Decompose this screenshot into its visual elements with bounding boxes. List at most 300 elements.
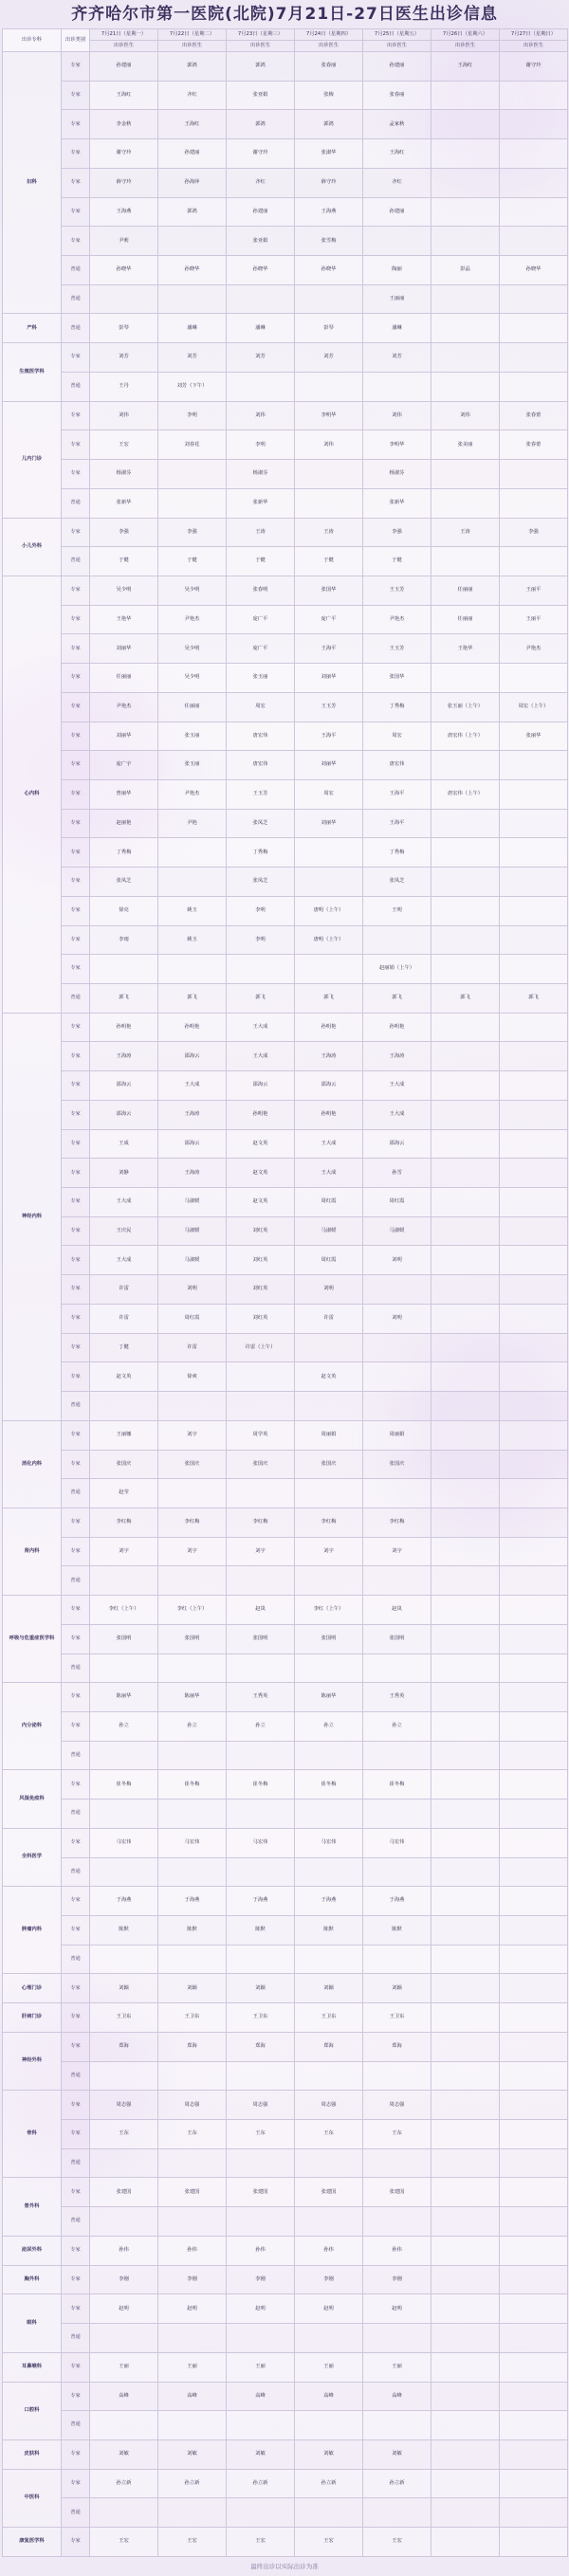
doctor-cell: 潘琳	[227, 314, 295, 343]
doctor-cell	[295, 2498, 363, 2528]
doctor-cell: 王丽娜	[90, 1420, 158, 1450]
doctor-cell: 王玉芳	[363, 634, 431, 664]
doctor-cell: 王海涛	[90, 1042, 158, 1071]
schedule-row	[3, 1507, 568, 1537]
doctor-cell: 崔冬梅	[227, 1770, 295, 1800]
doctor-cell: 张淑华	[295, 139, 363, 169]
doctor-cell: 刘丽华	[90, 634, 158, 664]
doctor-cell	[227, 2148, 295, 2178]
visit-category: 专家	[62, 139, 90, 169]
doctor-cell: 孙立	[90, 1711, 158, 1741]
schedule-row	[3, 1216, 568, 1246]
doctor-cell	[431, 2265, 500, 2294]
doctor-cell	[500, 1188, 568, 1217]
doctor-cell: 张建国	[295, 2178, 363, 2207]
doctor-cell	[295, 1653, 363, 1683]
doctor-cell: 尹艳杰	[90, 692, 158, 722]
doctor-cell	[295, 1945, 363, 1974]
doctor-cell: 于健	[158, 547, 227, 576]
doctor-cell	[227, 1857, 295, 1887]
doctor-cell: 刘颖	[158, 1974, 227, 2003]
doctor-cell: 尹艳杰	[158, 605, 227, 634]
department-name: 生殖医学科	[3, 343, 62, 401]
doctor-cell	[431, 1304, 500, 1333]
visit-category: 专家	[62, 81, 90, 110]
schedule-row	[3, 2528, 568, 2557]
doctor-cell: 赵丽娟（上午）	[363, 955, 431, 984]
doctor-cell: 王艳华	[90, 605, 158, 634]
doctor-cell: 陈丽华	[295, 1683, 363, 1712]
doctor-cell: 王玉芳	[227, 779, 295, 809]
doctor-cell: 刘伟	[227, 401, 295, 430]
doctor-cell	[500, 1596, 568, 1625]
doctor-cell	[500, 1916, 568, 1946]
visit-category: 普通	[62, 1741, 90, 1770]
doctor-cell: 孙晓华	[227, 256, 295, 285]
doctor-cell: 王丽	[363, 2352, 431, 2382]
visit-category: 普通	[62, 547, 90, 576]
doctor-cell: 张国明	[158, 1624, 227, 1653]
visit-category: 专家	[62, 1507, 90, 1537]
doctor-cell: 刘宇	[363, 1537, 431, 1566]
doctor-cell: 赵文英	[90, 1362, 158, 1392]
doctor-cell: 刘宇	[158, 1537, 227, 1566]
doctor-cell: 高峰	[90, 2382, 158, 2411]
doctor-cell: 周丽娟	[363, 1420, 431, 1450]
doctor-cell: 张玉丽（上午）	[431, 692, 500, 722]
doctor-cell	[431, 1013, 500, 1042]
doctor-cell	[363, 1800, 431, 1829]
doctor-cell: 庞广平	[227, 605, 295, 634]
visit-category: 专家	[62, 2032, 90, 2061]
doctor-cell: 唐宏伟	[363, 751, 431, 780]
doctor-cell: 薛守玲	[90, 168, 158, 197]
doctor-cell: 孙立	[295, 1711, 363, 1741]
doctor-cell	[431, 1857, 500, 1887]
schedule-row	[3, 1362, 568, 1392]
schedule-row	[3, 1974, 568, 2003]
doctor-cell: 刘明	[295, 1275, 363, 1305]
doctor-cell: 王涛	[295, 518, 363, 547]
visit-category: 专家	[62, 955, 90, 984]
doctor-cell: 赵岚	[227, 1596, 295, 1625]
doctor-cell: 孙明艳	[363, 1013, 431, 1042]
doctor-cell: 郭飞	[90, 984, 158, 1014]
schedule-row	[3, 868, 568, 897]
doctor-cell	[500, 1479, 568, 1508]
doctor-cell	[90, 1566, 158, 1596]
doctor-cell: 孙伟	[90, 2236, 158, 2265]
doctor-cell: 孙伟	[295, 2236, 363, 2265]
visit-category: 专家	[62, 2294, 90, 2324]
doctor-cell: 潘琳	[158, 314, 227, 343]
doctor-cell: 于健	[90, 547, 158, 576]
schedule-row	[3, 2207, 568, 2237]
doctor-cell: 周志强	[363, 2091, 431, 2120]
doctor-cell: 李红梅	[158, 1507, 227, 1537]
visit-category: 专家	[62, 1042, 90, 1071]
visit-category: 专家	[62, 1129, 90, 1159]
doctor-cell: 杨淑芬	[90, 460, 158, 489]
doctor-cell	[500, 139, 568, 169]
doctor-cell: 唐宏伟	[227, 751, 295, 780]
doctor-cell: 王海红	[158, 110, 227, 139]
doctor-cell: 刘红英	[227, 1304, 295, 1333]
doctor-cell: 孙建丽	[227, 197, 295, 227]
doctor-cell	[500, 955, 568, 984]
visit-category: 专家	[62, 1450, 90, 1479]
doctor-cell	[431, 2439, 500, 2469]
doctor-cell	[500, 2120, 568, 2149]
doctor-cell: 孙建丽	[158, 139, 227, 169]
doctor-cell: 于海燕	[158, 1887, 227, 1916]
schedule-row	[3, 1800, 568, 1829]
header-date-row	[3, 29, 568, 41]
doctor-cell	[431, 1507, 500, 1537]
doctor-cell: 张国庆	[158, 1450, 227, 1479]
doctor-cell: 王海平	[295, 634, 363, 664]
doctor-cell: 任丽丽	[158, 692, 227, 722]
visit-category: 专家	[62, 1333, 90, 1362]
doctor-cell: 王大成	[158, 1071, 227, 1101]
doctor-cell	[500, 1566, 568, 1596]
doctor-cell	[363, 1566, 431, 1596]
department-name: 产科	[3, 314, 62, 343]
doctor-cell	[431, 1624, 500, 1653]
schedule-row	[3, 896, 568, 925]
doctor-cell: 张国明	[90, 1624, 158, 1653]
doctor-cell: 郭飞	[363, 984, 431, 1014]
doctor-cell	[500, 2469, 568, 2498]
doctor-cell: 刘春花	[158, 430, 227, 460]
visit-category: 普通	[62, 2148, 90, 2178]
doctor-cell: 王秀英	[227, 1683, 295, 1712]
schedule-header	[3, 29, 568, 52]
doctor-cell	[227, 955, 295, 984]
doctor-cell: 马淑媛	[158, 1216, 227, 1246]
doctor-cell: 孙伟	[363, 2236, 431, 2265]
doctor-cell: 于海燕	[363, 1887, 431, 1916]
doctor-cell	[431, 2324, 500, 2353]
doctor-cell	[431, 1770, 500, 1800]
header-day-date: 7月26日（星期六）	[431, 29, 500, 41]
visit-category: 专家	[62, 2439, 90, 2469]
doctor-cell: 尹莉	[90, 227, 158, 256]
schedule-row	[3, 779, 568, 809]
doctor-cell	[431, 1362, 500, 1392]
doctor-cell: 刘红英	[227, 1216, 295, 1246]
doctor-cell: 马淑媛	[158, 1188, 227, 1217]
doctor-cell	[431, 1420, 500, 1450]
schedule-row	[3, 1624, 568, 1653]
visit-category: 专家	[62, 2178, 90, 2207]
doctor-cell: 王大成	[227, 1042, 295, 1071]
doctor-cell	[431, 1246, 500, 1275]
visit-category: 专家	[62, 460, 90, 489]
schedule-row	[3, 488, 568, 518]
doctor-cell: 于健	[295, 547, 363, 576]
schedule-row	[3, 2032, 568, 2061]
doctor-cell: 孙晓华	[295, 256, 363, 285]
doctor-cell: 潘琳	[363, 314, 431, 343]
doctor-cell: 齐红	[363, 168, 431, 197]
doctor-cell: 丁秀梅	[363, 692, 431, 722]
doctor-cell	[431, 1653, 500, 1683]
schedule-row	[3, 1420, 568, 1450]
doctor-cell: 李红（上午）	[295, 1596, 363, 1625]
visit-category: 专家	[62, 343, 90, 373]
doctor-cell: 唐宏伟（上午）	[431, 779, 500, 809]
visit-category: 普通	[62, 1479, 90, 1508]
doctor-cell	[227, 1741, 295, 1770]
doctor-cell: 刘宇	[90, 1537, 158, 1566]
doctor-cell	[431, 1800, 500, 1829]
doctor-cell: 谢守玲	[500, 52, 568, 82]
doctor-cell: 周红霞	[295, 1246, 363, 1275]
doctor-cell: 张国华	[295, 575, 363, 605]
doctor-cell: 赵明	[363, 2294, 431, 2324]
doctor-cell	[363, 227, 431, 256]
schedule-row	[3, 430, 568, 460]
doctor-cell	[227, 1479, 295, 1508]
doctor-cell: 邵海云	[227, 1071, 295, 1101]
department-name: 骨科	[3, 2091, 62, 2178]
doctor-cell	[158, 488, 227, 518]
department-name: 儿内门诊	[3, 401, 62, 518]
doctor-cell: 李强	[158, 518, 227, 547]
visit-category: 专家	[62, 430, 90, 460]
doctor-cell	[500, 838, 568, 868]
doctor-cell	[90, 1857, 158, 1887]
doctor-cell	[500, 2003, 568, 2033]
doctor-cell	[158, 1653, 227, 1683]
doctor-cell	[90, 2324, 158, 2353]
doctor-cell: 王宏	[90, 430, 158, 460]
doctor-cell: 唐宏伟（上午）	[431, 722, 500, 751]
department-name: 胸外科	[3, 2265, 62, 2294]
doctor-cell	[500, 925, 568, 955]
doctor-cell	[500, 81, 568, 110]
doctor-cell: 李强	[500, 518, 568, 547]
visit-category: 专家	[62, 605, 90, 634]
doctor-cell	[363, 1945, 431, 1974]
visit-category: 专家	[62, 1624, 90, 1653]
doctor-cell: 王涛	[431, 518, 500, 547]
doctor-cell: 邵海云	[158, 1042, 227, 1071]
doctor-cell: 王大成	[90, 1246, 158, 1275]
department-name: 神经内科	[3, 1013, 62, 1420]
doctor-cell: 周志强	[90, 2091, 158, 2120]
doctor-cell	[295, 868, 363, 897]
doctor-cell: 王丹	[90, 372, 158, 401]
department-name: 消化内科	[3, 1420, 62, 1507]
visit-category: 专家	[62, 692, 90, 722]
doctor-cell: 曾丽华	[90, 779, 158, 809]
doctor-cell	[500, 1216, 568, 1246]
doctor-cell	[500, 1159, 568, 1188]
doctor-cell: 刘伟	[431, 401, 500, 430]
doctor-cell	[431, 2469, 500, 2498]
doctor-cell: 马宏伟	[158, 1828, 227, 1857]
header-category-label: 出诊类别	[62, 29, 90, 52]
visit-category: 专家	[62, 2382, 90, 2411]
doctor-cell	[431, 2032, 500, 2061]
doctor-cell: 丁秀梅	[363, 838, 431, 868]
doctor-cell: 周红霞	[295, 1188, 363, 1217]
doctor-cell	[158, 1800, 227, 1829]
doctor-cell	[158, 2061, 227, 2091]
doctor-cell: 李刚	[90, 2265, 158, 2294]
doctor-cell: 王海燕	[90, 197, 158, 227]
doctor-cell	[500, 2148, 568, 2178]
header-day-date: 7月25日（星期五）	[363, 29, 431, 41]
doctor-cell: 刘丽华	[90, 722, 158, 751]
header-day-date: 7月23日（星期三）	[227, 29, 295, 41]
department-name: 内分泌科	[3, 1683, 62, 1770]
doctor-cell	[500, 1071, 568, 1101]
schedule-row	[3, 1945, 568, 1974]
doctor-cell: 王海涛	[363, 1042, 431, 1071]
visit-category: 专家	[62, 1974, 90, 2003]
doctor-cell: 郭鸿	[158, 52, 227, 82]
schedule-row	[3, 2382, 568, 2411]
doctor-cell: 丁健	[90, 1333, 158, 1362]
doctor-cell: 周丽娟	[295, 1420, 363, 1450]
doctor-cell: 周学英	[227, 1420, 295, 1450]
doctor-cell: 李金秋	[90, 110, 158, 139]
doctor-cell: 高峰	[295, 2382, 363, 2411]
schedule-row	[3, 1596, 568, 1625]
doctor-cell: 李红梅	[363, 1507, 431, 1537]
doctor-cell: 刘丽华	[295, 664, 363, 693]
doctor-cell	[500, 372, 568, 401]
doctor-cell	[227, 2061, 295, 2091]
visit-category: 专家	[62, 1420, 90, 1450]
doctor-cell	[158, 1741, 227, 1770]
schedule-row	[3, 984, 568, 1014]
visit-category: 普通	[62, 984, 90, 1014]
doctor-cell: 孙建丽	[363, 197, 431, 227]
doctor-cell: 刘明	[363, 1246, 431, 1275]
doctor-cell	[431, 809, 500, 838]
schedule-row	[3, 634, 568, 664]
doctor-cell	[158, 284, 227, 314]
schedule-row	[3, 838, 568, 868]
doctor-cell	[500, 2382, 568, 2411]
doctor-cell	[363, 2207, 431, 2237]
doctor-cell	[500, 2207, 568, 2237]
department-name: 风湿免疫科	[3, 1770, 62, 1828]
visit-category: 专家	[62, 2091, 90, 2120]
doctor-cell	[363, 1857, 431, 1887]
doctor-cell	[90, 2411, 158, 2440]
doctor-cell	[500, 2236, 568, 2265]
doctor-cell: 陈默	[227, 1916, 295, 1946]
doctor-cell: 孟家秋	[363, 110, 431, 139]
doctor-cell: 徐亮	[90, 896, 158, 925]
doctor-cell	[363, 1392, 431, 1421]
doctor-cell: 徐爽	[158, 1362, 227, 1392]
doctor-cell	[158, 1392, 227, 1421]
schedule-row	[3, 2178, 568, 2207]
doctor-cell	[295, 2148, 363, 2178]
schedule-row	[3, 1071, 568, 1101]
doctor-cell	[500, 1770, 568, 1800]
visit-category: 专家	[62, 1770, 90, 1800]
header-day-slot: 出诊医生	[500, 41, 568, 52]
doctor-cell: 王海涛	[295, 1042, 363, 1071]
doctor-cell	[227, 2411, 295, 2440]
doctor-cell	[500, 809, 568, 838]
doctor-cell: 庞广平	[295, 605, 363, 634]
doctor-cell: 高峰	[227, 2382, 295, 2411]
schedule-row	[3, 809, 568, 838]
doctor-cell: 周志强	[295, 2091, 363, 2120]
doctor-cell	[295, 2411, 363, 2440]
doctor-cell: 唐宏伟	[227, 722, 295, 751]
doctor-cell	[500, 1653, 568, 1683]
doctor-cell: 张春蕾	[500, 401, 568, 430]
schedule-row	[3, 2324, 568, 2353]
doctor-cell: 李明	[227, 925, 295, 955]
doctor-cell	[500, 1304, 568, 1333]
doctor-cell: 张建国	[158, 2178, 227, 2207]
department-name: 肝病门诊	[3, 2003, 62, 2033]
doctor-cell	[295, 2324, 363, 2353]
visit-category: 专家	[62, 2352, 90, 2382]
doctor-cell: 孙伟	[227, 2236, 295, 2265]
doctor-cell: 王玉芳	[363, 575, 431, 605]
doctor-cell: 李明	[227, 430, 295, 460]
visit-category: 专家	[62, 1188, 90, 1217]
doctor-cell: 邵海云	[295, 1071, 363, 1101]
doctor-cell: 薛守玲	[295, 168, 363, 197]
doctor-cell	[431, 2120, 500, 2149]
doctor-cell	[158, 955, 227, 984]
schedule-row	[3, 197, 568, 227]
visit-category: 普通	[62, 1566, 90, 1596]
doctor-cell: 彭琴	[90, 314, 158, 343]
doctor-cell: 王大成	[363, 1071, 431, 1101]
visit-category: 普通	[62, 284, 90, 314]
doctor-cell	[363, 925, 431, 955]
schedule-row	[3, 1711, 568, 1741]
doctor-cell	[431, 2061, 500, 2091]
doctor-cell	[500, 1857, 568, 1887]
doctor-cell: 李明华	[363, 430, 431, 460]
doctor-cell: 孙明艳	[295, 1100, 363, 1129]
doctor-cell	[363, 1741, 431, 1770]
doctor-cell	[431, 2498, 500, 2528]
doctor-cell: 马宏伟	[363, 1828, 431, 1857]
doctor-cell: 姚玉	[158, 925, 227, 955]
doctor-cell	[295, 2061, 363, 2091]
doctor-cell: 尹艳杰	[363, 605, 431, 634]
doctor-cell: 孙晓华	[90, 256, 158, 285]
doctor-cell: 王宏	[158, 2528, 227, 2557]
schedule-row	[3, 256, 568, 285]
doctor-cell: 王宏	[295, 2528, 363, 2557]
doctor-cell	[227, 1653, 295, 1683]
department-name: 肿瘤内科	[3, 1887, 62, 1974]
doctor-cell: 李刚	[158, 2265, 227, 2294]
doctor-cell: 刘伟	[90, 401, 158, 430]
doctor-cell: 陈默	[363, 1916, 431, 1946]
doctor-cell	[500, 1537, 568, 1566]
doctor-cell: 王艳华	[431, 634, 500, 664]
header-day-date: 7月27日（星期日）	[500, 29, 568, 41]
visit-category: 普通	[62, 2498, 90, 2528]
